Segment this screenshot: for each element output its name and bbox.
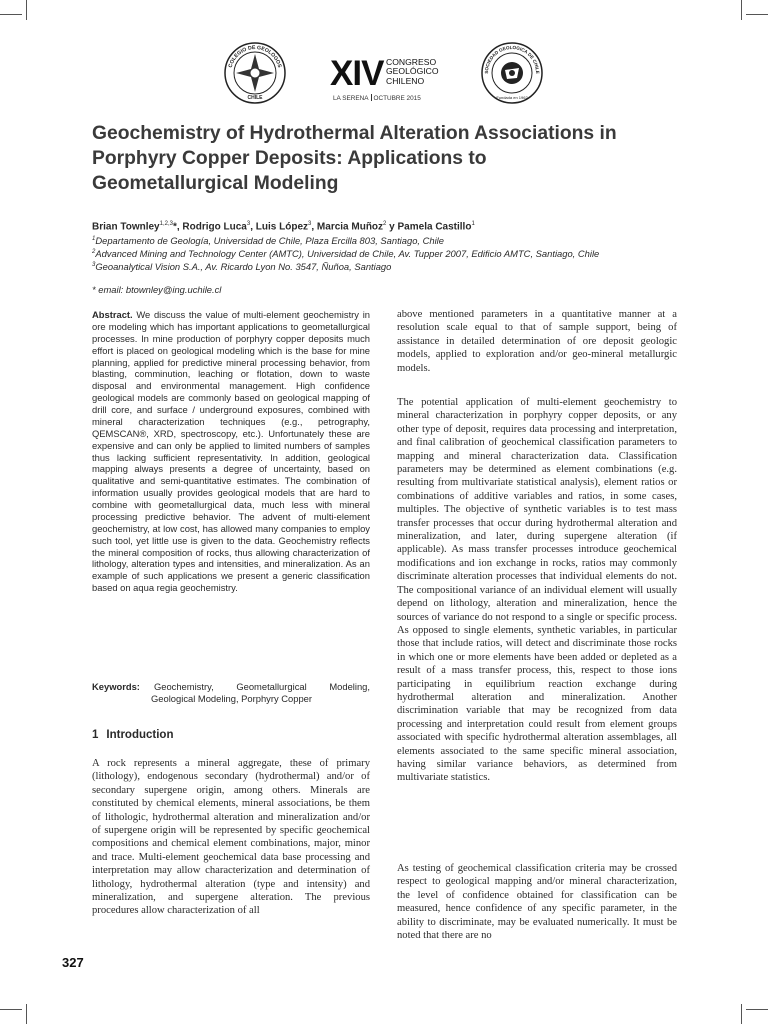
- abstract: [92, 309, 370, 594]
- svg-text:COLEGIO DE GEOLOGOS: COLEGIO DE GEOLOGOS: [227, 44, 283, 69]
- page-header: [0, 36, 768, 116]
- author-list: Brian Townley$^{1,2,3}$*, Rodrigo Luca$^3$, Luis López$^3$, Marcia Muñoz$^2$ y Pamela Castillo$^1$: [92, 221, 475, 233]
- corresponding-email: * email: btownley@ing.uchile.cl: [92, 284, 222, 295]
- crop-mark: [741, 0, 742, 20]
- svg-text:CHILE: CHILE: [247, 95, 263, 101]
- crop-mark: [0, 14, 22, 15]
- author-name: Marcia Muñoz: [316, 221, 384, 233]
- body-paragraph: above mentioned parameters in a quantitative manner at a resolution scale equal to that of sample support, being of assistance in detailed determination of ore deposit geologic models, applied to exploration and/or geo-mineral metallurgic models.: [397, 309, 677, 374]
- page-number: 327: [62, 955, 84, 970]
- author-name: Pamela Castillo: [397, 221, 472, 233]
- crop-mark: [26, 1004, 27, 1024]
- sociedad-geologica-seal-icon: [481, 42, 543, 104]
- svg-text:Fundada en 1962: Fundada en 1962: [496, 95, 528, 100]
- body-paragraph: As testing of geochemical classification criteria may be crossed respect to geological mapping and/or mineral characterization, the level of confidence obtained for classification can be measured, hence confidence of any specific parameter, in the ability to discriminate, may be evaluated numerically. It must be noted that there are no: [397, 863, 677, 942]
- affiliation: $^2$Advanced Mining and Technology Center (AMTC), Universidad de Chile, Av. Tupper 2007, Edificio AMTC, Santiago, Chile: [92, 248, 600, 259]
- affiliation: $^3$Geoanalytical Vision S.A., Av. Ricardo Lyon No. 3547, Ñuñoa, Santiago: [92, 261, 392, 272]
- author-name: Rodrigo Luca: [182, 221, 247, 233]
- section-heading: 1 Introduction: [92, 729, 174, 741]
- abstract-label: Abstract.: [92, 309, 133, 320]
- congress-place-date: LA SERENA OCTUBRE 2015: [333, 95, 421, 102]
- crop-mark: [741, 1004, 742, 1024]
- colegio-geologos-seal-icon: [224, 42, 286, 104]
- abstract-text: We discuss the value of multi-element geochemistry in ore modeling which has important applications to geometallurgical processes. In mine production of porphyry copper deposits much effort is placed on geological modeling which is the base for mine planning, applied for predictive mineral processing behavior, from blasting, comminution, leaching or flotation, down to waste disposal and environmental management. High confidence geological models are commonly based on geological mapping of drill core, and surface / underground exposures, combined with mineral characterization techniques (e.g., petrography, QEMSCAN®, XRD, spectroscopy, etc.). Unfortunately these are expensive and can only be applied to limited numbers of samples thus lacking sufficient representativity. In addition, geological mapping always presents a degree of uncertainty, based on qualitative and semi-quantitative estimates. The combination of information usually provides geological models that are hard to combine with geometallurgical data, much less with mineral processing predictive behavior. The advent of multi-element geochemistry, at low cost, has allowed many companies to employ such tool, yet little use is given to the data. Geochemistry reflects the mineral composition of rocks, thus allowing characterization of lithology, alteration types and intensities, and mineralization. As an example of such applications we present a generic classification based on aqua regia geochemistry.: [92, 309, 370, 594]
- intro-paragraph: A rock represents a mineral aggregate, these of primary (lithology), endogenous secondary (hydrothermal) and/or of secondary supergene origin, among others. Minerals are constituted by chemical elements, mineral associations, be them of lithologic, hydrothermal alteration and mineralization and/or of supergene origin will be represented by specific geochemical compositions and chemical element combinations, major, minor and trace. Multi-element geochemical data base processing and interpretation may allow characterization and determination of lithology, hydrothermal alteration (type and intensity) and mineralization, and supergene alteration. The previous procedures allow characterization of all: [92, 758, 370, 917]
- keywords-label: Keywords:: [92, 681, 140, 692]
- paper-title: Geochemistry of Hydrothermal Alteration Associations in Porphyry Copper Deposits: Applications to Geometallurgical Modeling: [92, 123, 617, 194]
- body-paragraph: The potential application of multi-element geochemistry to mineral characterization in porphyry copper deposits, or any other type of deposit, requires data processing and interpretation, and final calibration of geochemical classification parameters to mapping and mineral characterization data. Classification parameters may be determined as element combinations (e.g. resulting from multivariate statistical analysis), element ratios or combinations of additive variables and ratios, in some cases, multiples. The objective of synthetic variables is to test mass transfer processes that occur during hydrothermal alteration and mineralization, and later, during supergene alteration (if applicable). As mass transfer processes introduce geochemical modifications and ion exchange in rocks, ratios may commonly discriminate alteration processes that individual elements do not. The compositional variance of an individual element will usually depend on lithology, alteration and mineralization, hence the sources of variance do not respond to a single or specific process. As opposed to single elements, synthetic variables, in particular those that include ratios, will detect and discriminate those rocks in which one or more elements have been added or depleted as a result of a mass transfer process, this, respect to those ions participating in equilibrium reaction exchange during hydrothermal alteration and mineralization. Another discrimination variable that may be recognized from data processing and interpretation could result from element groups associated with specific hydrothermal alteration assemblages, all elements associated to the same specific mineral association, having similar variance behaviors, as determined from multivariate statistics.: [397, 397, 677, 784]
- crop-mark: [746, 1009, 768, 1010]
- author-name: Brian Townley: [92, 221, 160, 233]
- keywords: Keywords: Geochemistry, Geometallurgical Modeling, Geological Modeling, Porphyry Copper: [92, 681, 370, 704]
- crop-mark: [746, 14, 768, 15]
- congress-logo: [330, 54, 440, 124]
- svg-text:SOCIEDAD GEOLOGICA DE CHILE: SOCIEDAD GEOLOGICA DE CHILE: [483, 44, 541, 74]
- author-name: Luis López: [255, 221, 309, 233]
- affiliation: $^1$Departamento de Geología, Universidad de Chile, Plaza Ercilla 803, Santiago, Chile: [92, 235, 444, 246]
- congress-roman-numeral: XIV: [330, 54, 384, 93]
- crop-mark: [26, 0, 27, 20]
- crop-mark: [0, 1009, 22, 1010]
- congress-title: CONGRESO GEOLÓGICO CHILENO: [386, 57, 439, 86]
